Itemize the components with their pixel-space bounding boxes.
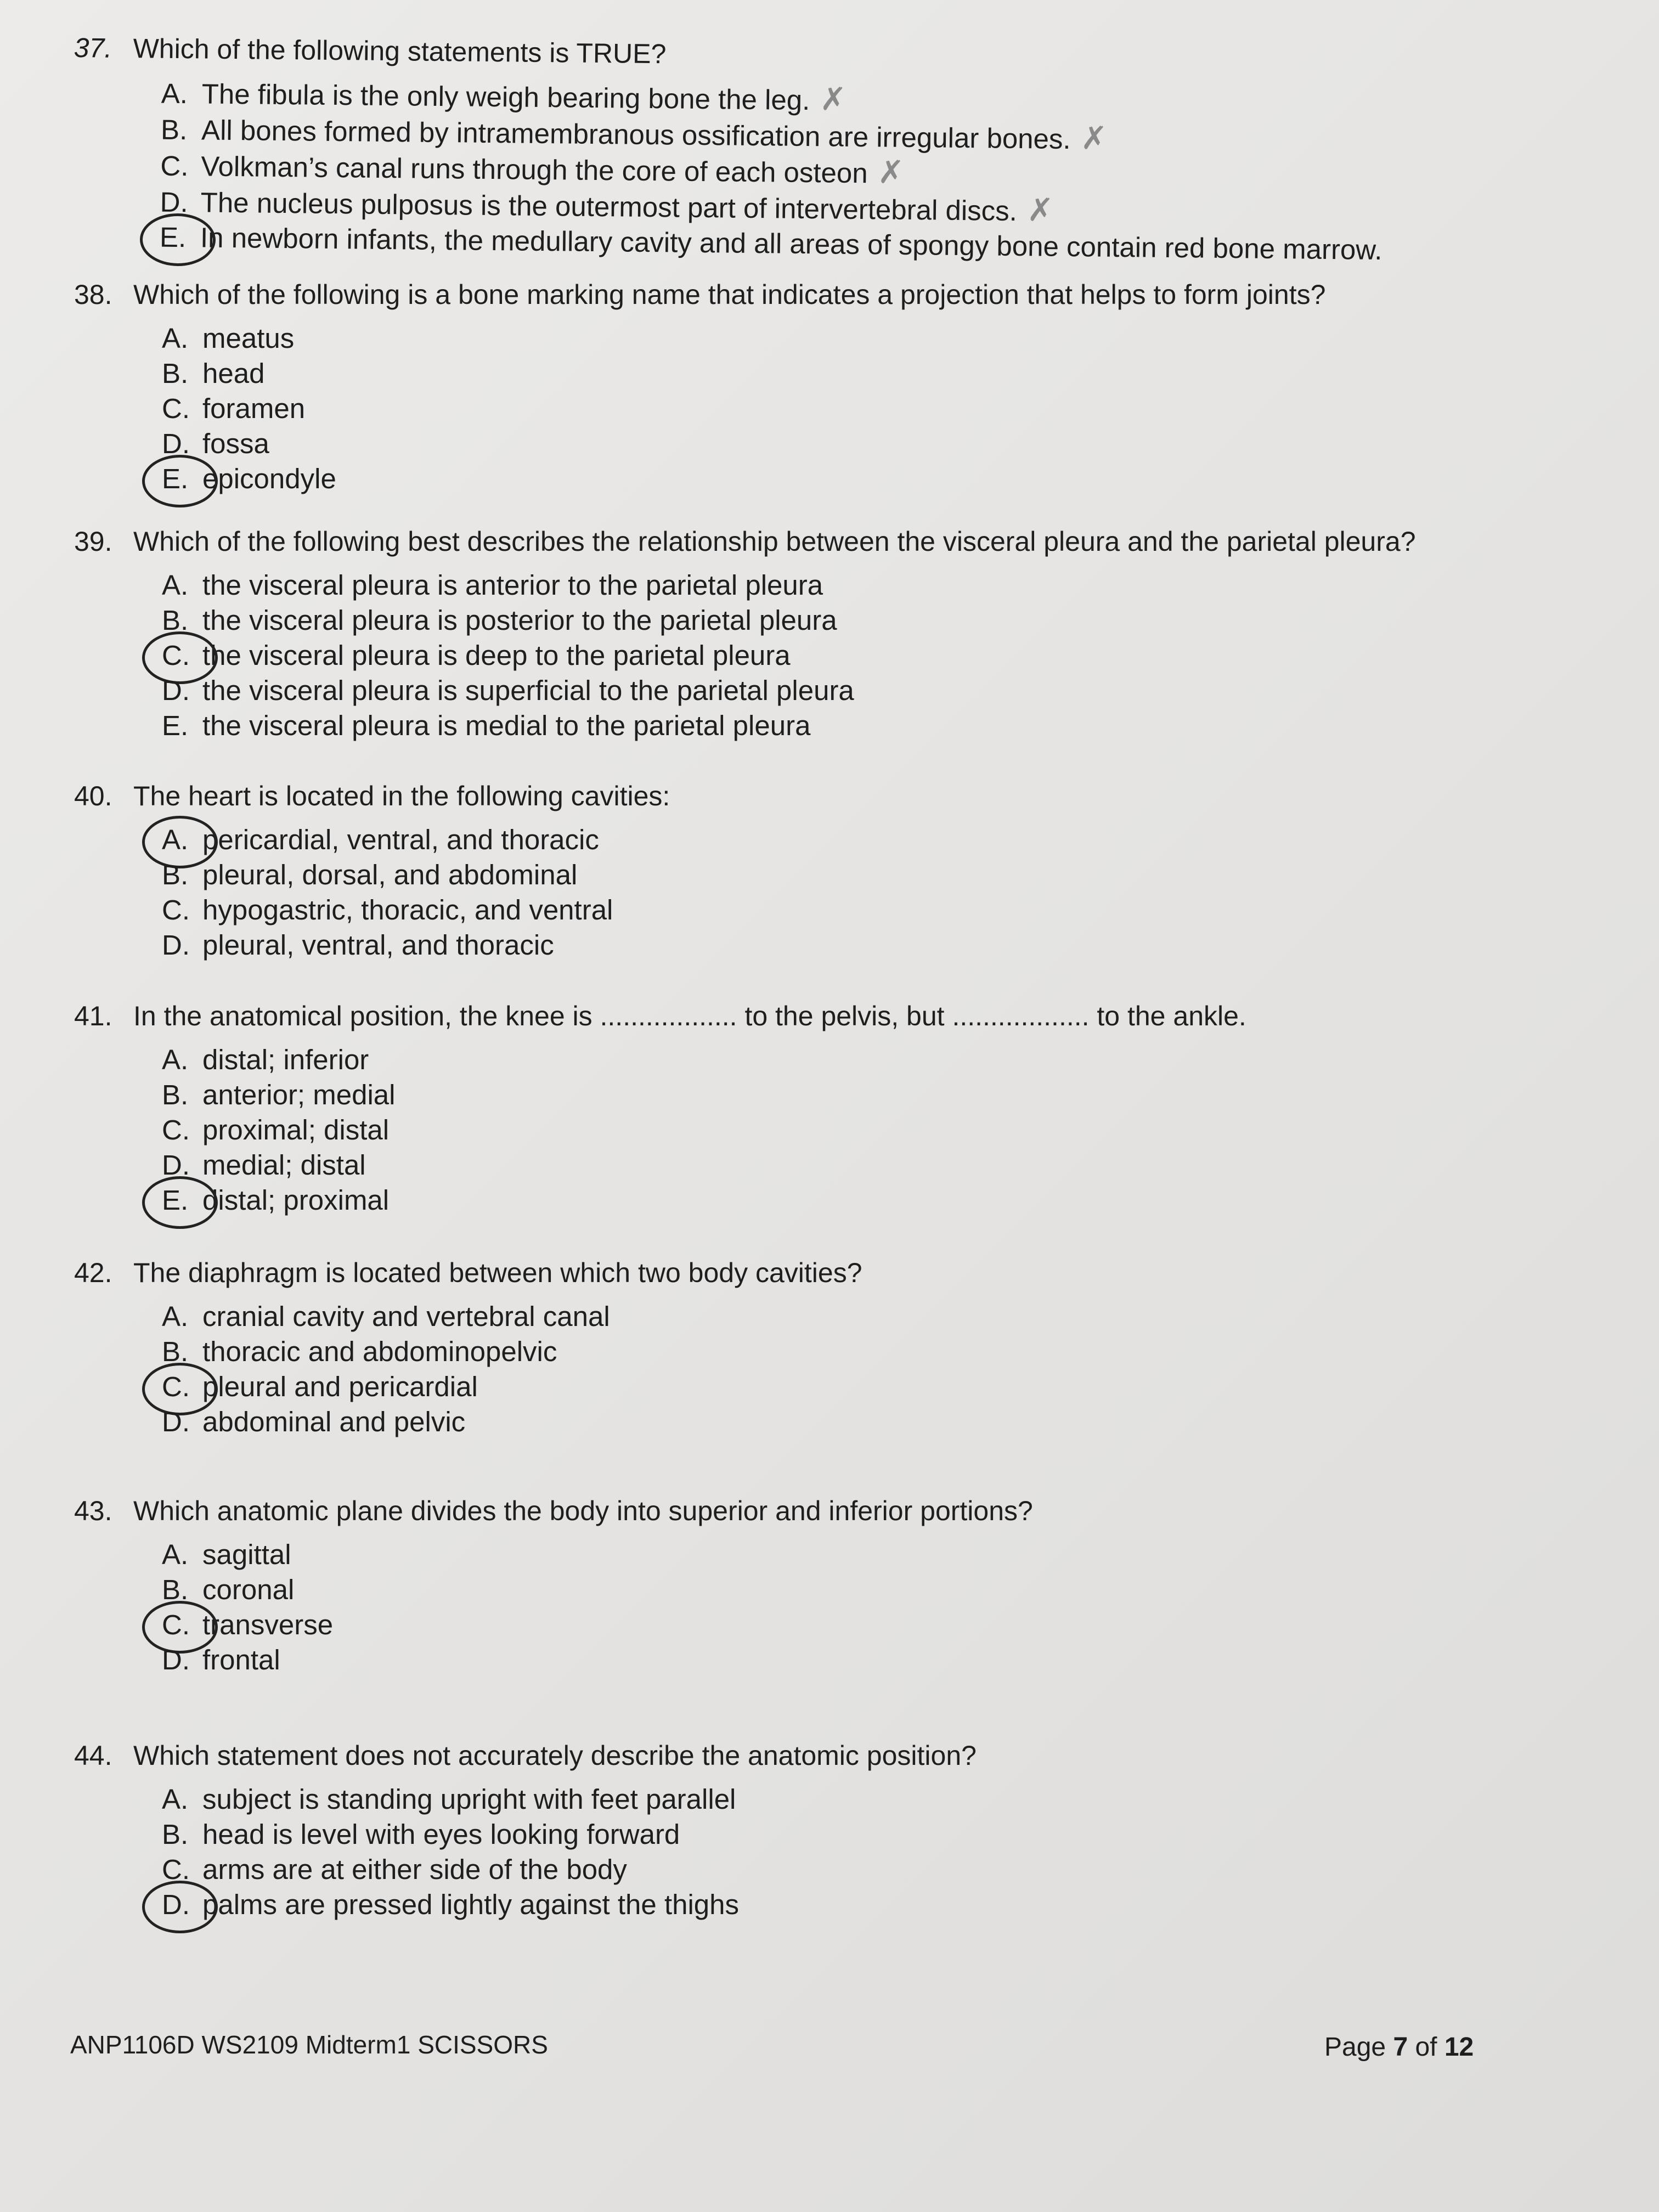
option-letter: B.	[162, 1336, 189, 1367]
option-b	[162, 1077, 1588, 1113]
option-a	[162, 1782, 1588, 1817]
option-b	[162, 1817, 1588, 1852]
option-e	[162, 1183, 1588, 1218]
option-letter: C.	[160, 150, 189, 182]
option-text: anterior; medial	[202, 1079, 396, 1110]
option-letter: B.	[162, 859, 189, 890]
option-letter: A.	[162, 569, 189, 601]
option-c	[162, 1607, 1588, 1643]
question-text: Which of the following best describes the relationship between the visceral pleura and the parietal pleura?	[133, 526, 1416, 557]
option-text: foramen	[202, 393, 306, 424]
option-text: proximal; distal	[202, 1114, 390, 1146]
question-37	[72, 30, 1588, 270]
option-d	[162, 1148, 1588, 1183]
option-letter: C.	[162, 1854, 190, 1885]
option-c	[162, 1852, 1588, 1887]
option-text: abdominal and pelvic	[202, 1406, 466, 1437]
option-b	[162, 857, 1588, 893]
option-letter: B.	[162, 358, 189, 389]
option-b	[162, 1334, 1588, 1369]
options-list	[162, 321, 1588, 496]
question-stem	[74, 524, 1588, 559]
question-number: 38.	[74, 279, 112, 310]
option-letter: B.	[162, 1819, 189, 1850]
option-letter: A.	[162, 1539, 189, 1570]
option-text: hypogastric, thoracic, and ventral	[202, 894, 613, 926]
option-c	[162, 638, 1588, 673]
question-text: Which anatomic plane divides the body into superior and inferior portions?	[133, 1496, 1033, 1526]
question-43	[74, 1493, 1588, 1678]
option-text: In newborn infants, the medullary cavity and all areas of spongy bone contain red bone marrow.	[200, 222, 1383, 266]
option-letter: E.	[162, 1184, 189, 1216]
wrong-mark-icon: ✗	[819, 81, 847, 117]
answer-circle-icon	[142, 1881, 218, 1933]
question-number: 43.	[74, 1496, 112, 1526]
option-letter: C.	[162, 393, 190, 424]
option-text: epicondyle	[202, 463, 336, 494]
answer-circle-icon	[140, 213, 216, 266]
option-c	[162, 893, 1588, 928]
option-text: All bones formed by intramembranous ossification are irregular bones.	[201, 114, 1071, 155]
option-c	[162, 391, 1588, 426]
option-c	[162, 1369, 1588, 1404]
option-d	[162, 928, 1588, 963]
option-e	[162, 708, 1588, 743]
option-text: the visceral pleura is anterior to the parietal pleura	[202, 569, 823, 601]
option-text: arms are at either side of the body	[202, 1854, 627, 1885]
option-letter: E.	[162, 463, 189, 494]
option-text: the visceral pleura is medial to the parietal pleura	[202, 710, 811, 741]
option-d	[162, 1643, 1588, 1678]
option-text: thoracic and abdominopelvic	[202, 1336, 557, 1367]
option-text: pleural and pericardial	[202, 1371, 478, 1402]
option-letter: A.	[162, 323, 189, 354]
option-b	[162, 1572, 1588, 1607]
option-letter: D.	[162, 1406, 190, 1437]
option-c	[162, 1113, 1588, 1148]
question-number: 44.	[74, 1740, 112, 1771]
option-text: fossa	[202, 428, 269, 459]
option-d	[162, 426, 1588, 461]
option-letter: C.	[162, 640, 190, 671]
option-text: palms are pressed lightly against the thighs	[202, 1889, 740, 1920]
question-stem	[74, 277, 1588, 312]
option-text: coronal	[202, 1574, 295, 1605]
question-text: Which of the following is a bone marking name that indicates a projection that helps to form joints?	[133, 279, 1326, 310]
page-number	[1324, 2032, 1474, 2062]
option-letter: B.	[162, 605, 189, 636]
answer-circle-icon	[142, 1176, 218, 1229]
answer-circle-icon	[142, 455, 218, 507]
wrong-mark-icon: ✗	[1080, 120, 1108, 156]
option-text: Volkman’s canal runs through the core of each osteon	[201, 150, 868, 189]
question-stem	[74, 1255, 1588, 1290]
option-letter: A.	[161, 77, 188, 110]
option-letter: C.	[162, 1371, 190, 1402]
option-letter: B.	[162, 1079, 189, 1110]
wrong-mark-icon: ✗	[1026, 192, 1054, 228]
option-letter: B.	[160, 114, 188, 146]
option-text: transverse	[202, 1609, 334, 1640]
question-39	[74, 524, 1588, 743]
option-letter: C.	[162, 1609, 190, 1640]
option-letter: E.	[159, 221, 187, 253]
option-letter: D.	[162, 1644, 190, 1675]
question-stem	[74, 998, 1588, 1034]
option-letter: D.	[162, 428, 190, 459]
option-letter: D.	[162, 1149, 190, 1181]
question-number: 41.	[74, 1001, 112, 1031]
question-number: 40.	[74, 781, 112, 811]
option-text: the visceral pleura is deep to the parietal pleura	[202, 640, 791, 671]
options-list	[162, 822, 1588, 963]
option-letter: A.	[162, 824, 189, 855]
option-text: pericardial, ventral, and thoracic	[202, 824, 599, 855]
option-a	[162, 822, 1588, 857]
option-a	[162, 568, 1588, 603]
option-letter: D.	[162, 929, 190, 961]
option-letter: D.	[162, 1889, 190, 1920]
option-text: medial; distal	[202, 1149, 366, 1181]
option-text: The fibula is the only weigh bearing bone the leg.	[201, 78, 810, 116]
option-a	[162, 1042, 1588, 1077]
options-list	[162, 568, 1588, 743]
option-text: pleural, dorsal, and abdominal	[202, 859, 578, 890]
option-text: distal; proximal	[202, 1184, 390, 1216]
option-letter: A.	[162, 1044, 189, 1075]
option-text: the visceral pleura is superficial to the parietal pleura	[202, 675, 854, 706]
question-number: 37.	[74, 32, 112, 64]
option-text: subject is standing upright with feet parallel	[202, 1784, 736, 1815]
option-a	[162, 321, 1588, 356]
question-stem	[74, 1738, 1588, 1773]
option-d	[162, 673, 1588, 708]
option-a	[162, 1537, 1588, 1572]
page-of: of	[1408, 2033, 1444, 2062]
option-letter: D.	[160, 186, 189, 218]
option-text: frontal	[202, 1644, 280, 1675]
page-prefix: Page	[1324, 2033, 1393, 2062]
option-text: The nucleus pulposus is the outermost part of intervertebral discs.	[200, 187, 1018, 227]
option-text: meatus	[202, 323, 295, 354]
option-e	[162, 461, 1588, 496]
page-current: 7	[1393, 2033, 1408, 2062]
option-d	[162, 1404, 1588, 1440]
option-b	[162, 603, 1588, 638]
question-40	[74, 778, 1588, 963]
page-total: 12	[1444, 2033, 1474, 2062]
option-text: cranial cavity and vertebral canal	[202, 1301, 610, 1332]
option-letter: C.	[162, 894, 190, 926]
option-a	[162, 1299, 1588, 1334]
option-text: distal; inferior	[202, 1044, 369, 1075]
question-text: In the anatomical position, the knee is .................. to the pelvis, but .................. to the ankle.	[133, 1001, 1246, 1031]
option-text: the visceral pleura is posterior to the parietal pleura	[202, 605, 837, 636]
question-text: Which statement does not accurately describe the anatomic position?	[133, 1740, 977, 1771]
option-letter: B.	[162, 1574, 189, 1605]
question-number: 39.	[74, 526, 112, 557]
wrong-mark-icon: ✗	[877, 154, 905, 190]
options-list	[162, 1537, 1588, 1678]
option-text: head	[202, 358, 265, 389]
option-text: pleural, ventral, and thoracic	[202, 929, 554, 961]
option-b	[162, 356, 1588, 391]
question-stem	[74, 30, 1588, 81]
option-letter: C.	[162, 1114, 190, 1146]
question-44	[74, 1738, 1588, 1922]
option-text: sagittal	[202, 1539, 291, 1570]
question-41	[74, 998, 1588, 1218]
option-letter: D.	[162, 675, 190, 706]
question-text: Which of the following statements is TRUE?	[133, 33, 667, 70]
question-number: 42.	[74, 1257, 112, 1288]
question-text: The heart is located in the following cavities:	[133, 781, 670, 811]
question-42	[74, 1255, 1588, 1440]
course-footer: ANP1106D WS2109 Midterm1 SCISSORS	[70, 2030, 548, 2059]
option-letter: E.	[162, 710, 189, 741]
option-letter: A.	[162, 1301, 189, 1332]
options-list	[160, 75, 1588, 270]
question-stem	[74, 778, 1588, 814]
option-letter: A.	[162, 1784, 189, 1815]
options-list	[162, 1299, 1588, 1440]
question-38	[74, 277, 1588, 496]
options-list	[162, 1782, 1588, 1922]
question-stem	[74, 1493, 1588, 1528]
options-list	[162, 1042, 1588, 1218]
option-d	[162, 1887, 1588, 1922]
question-text: The diaphragm is located between which two body cavities?	[133, 1257, 862, 1288]
option-text: head is level with eyes looking forward	[202, 1819, 680, 1850]
